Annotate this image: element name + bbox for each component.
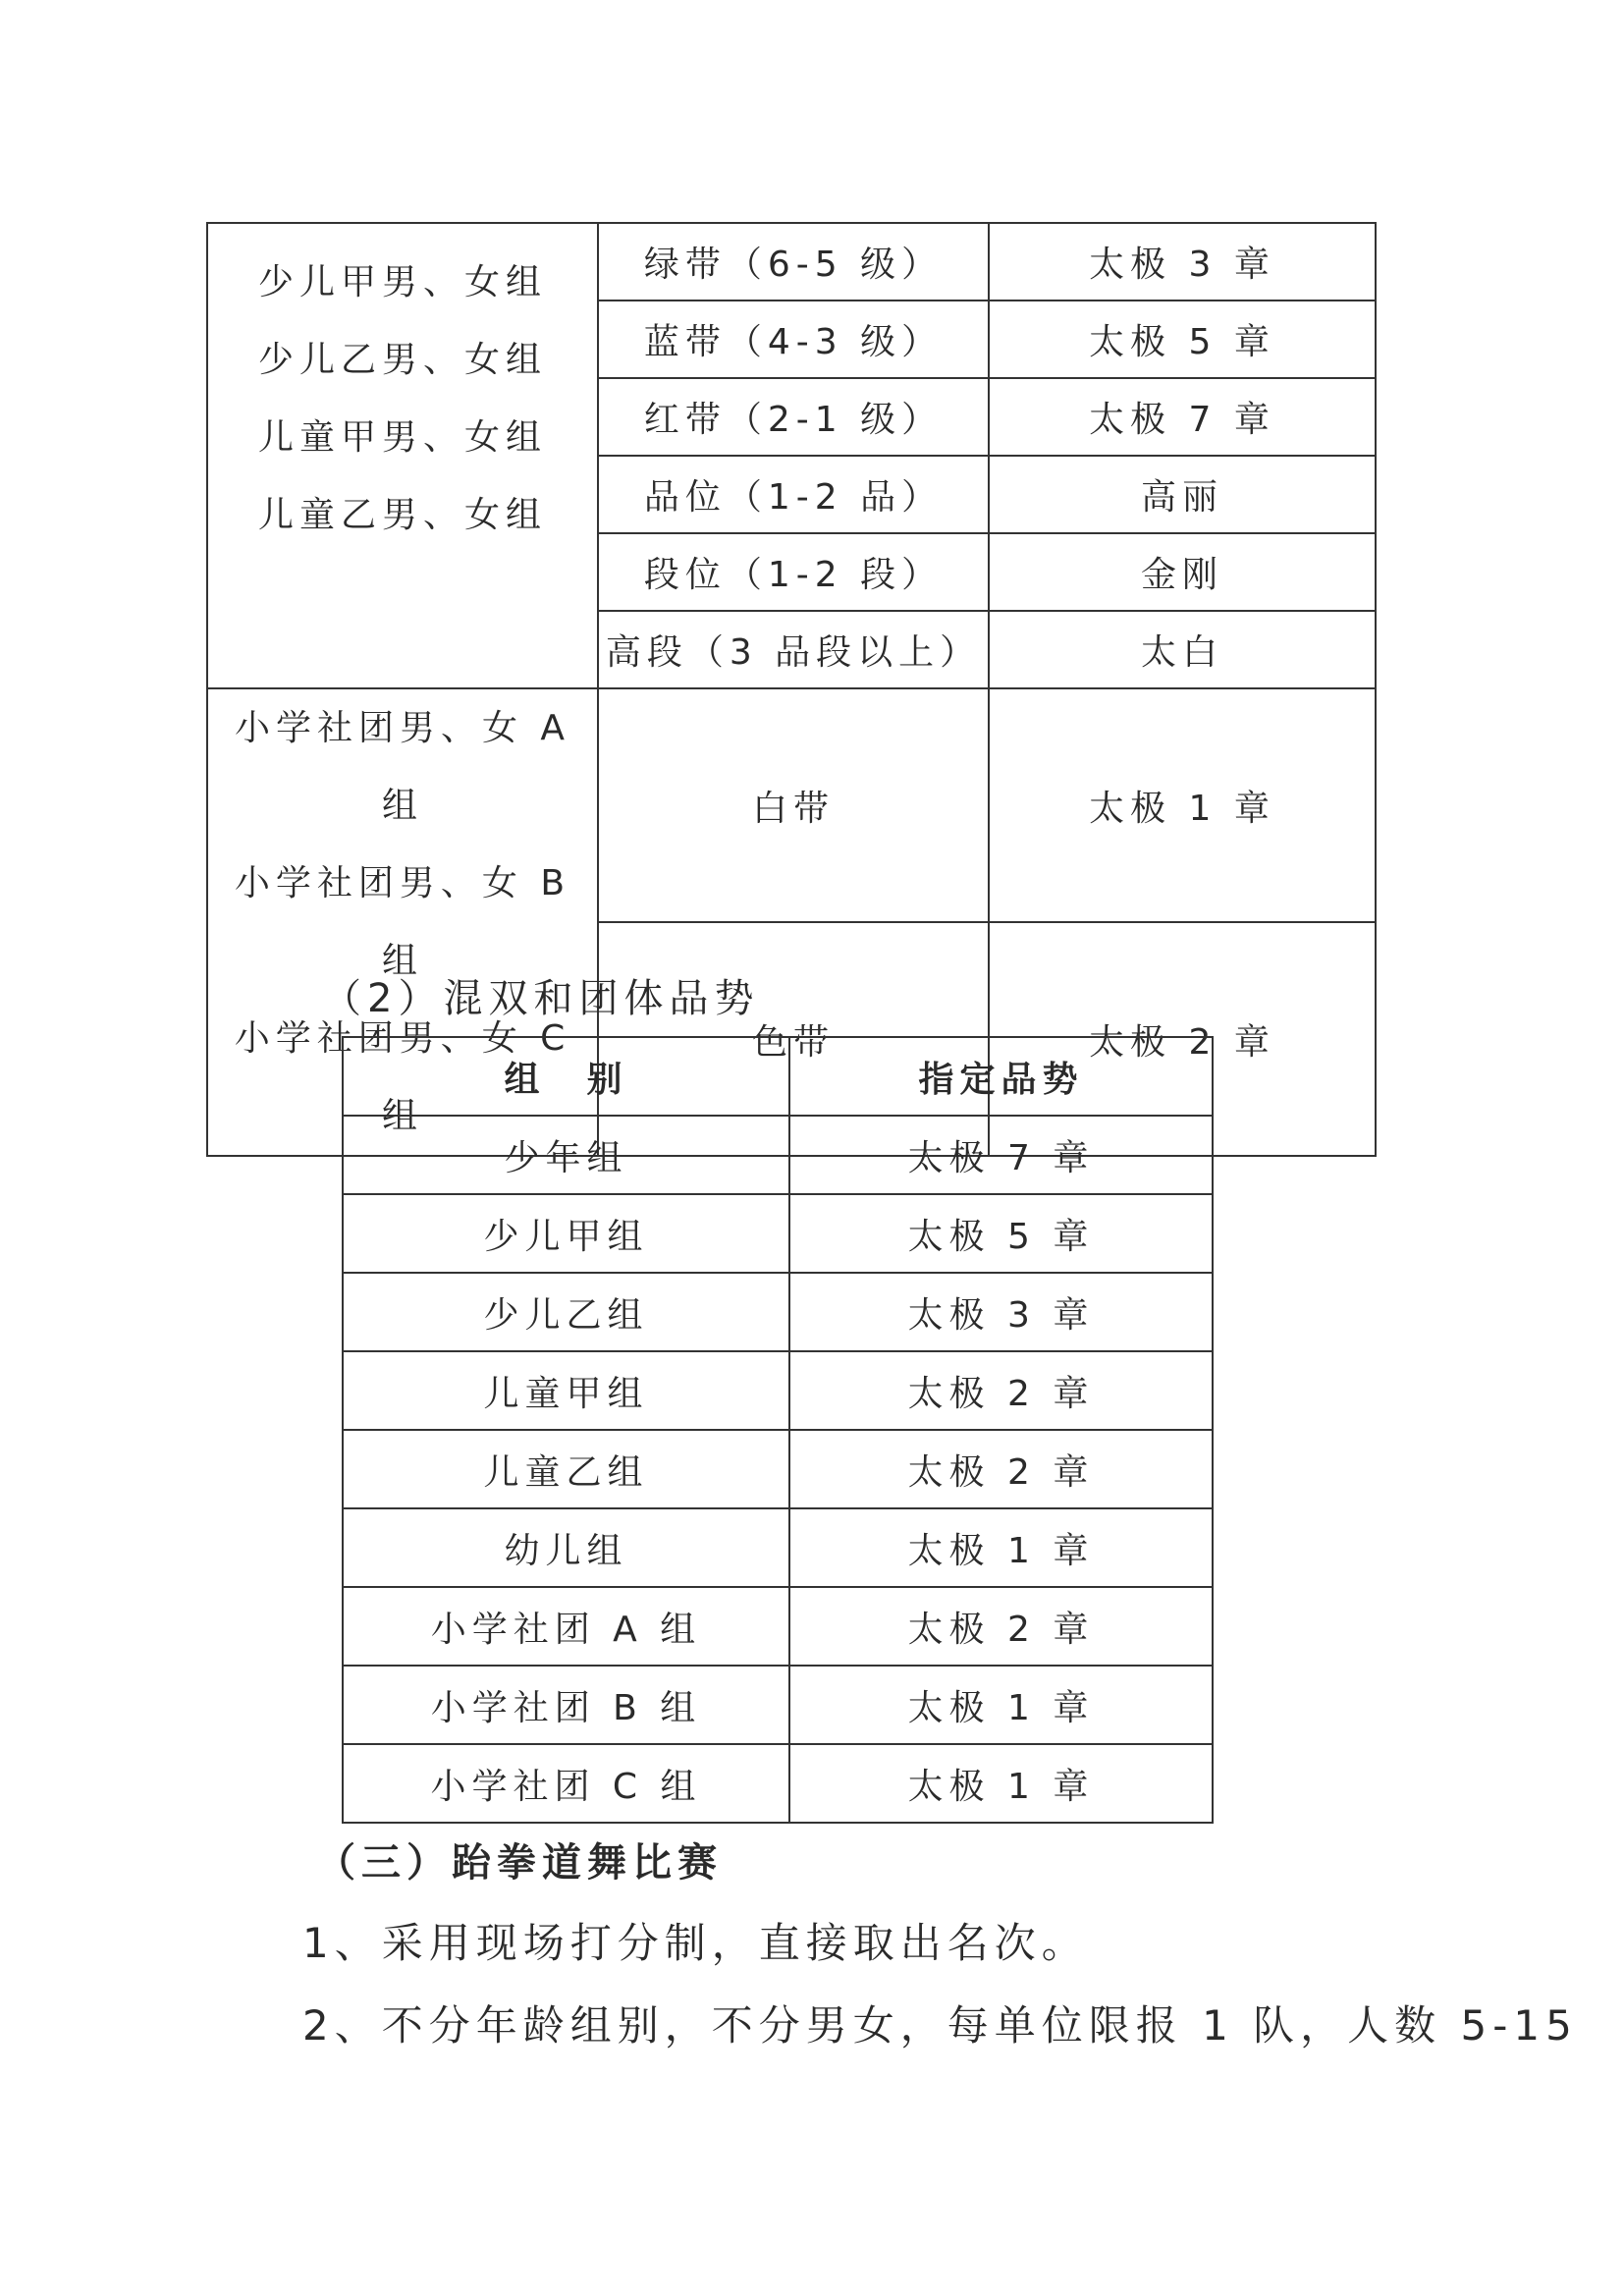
group-cell: 小学社团 B 组 [343, 1666, 789, 1744]
belt-level-cell: 品位（1-2 品） [598, 456, 989, 533]
section-heading: （三）跆拳道舞比赛 [316, 1840, 723, 1886]
belt-level-cell: 段位（1-2 段） [598, 533, 989, 611]
group-cell: 幼儿组 [343, 1508, 789, 1587]
form-cell: 太极 7 章 [989, 378, 1376, 456]
group-cell: 少儿乙组 [343, 1273, 789, 1351]
column-header-form: 指定品势 [789, 1037, 1213, 1116]
form-cell: 太极 5 章 [789, 1194, 1213, 1273]
form-cell: 太极 7 章 [789, 1116, 1213, 1194]
belt-level-cell: 绿带（6-5 级） [598, 223, 989, 301]
table-row [207, 223, 1376, 301]
form-cell: 太极 2 章 [789, 1430, 1213, 1508]
form-cell: 太极 5 章 [989, 301, 1376, 378]
group-label: 少儿甲男、女组 [257, 262, 547, 302]
group-label: 小学社团男、女 A 组 [234, 708, 571, 826]
group-label: 小学社团男、女 C 组 [234, 1018, 571, 1136]
form-cell: 高丽 [989, 456, 1376, 533]
table-row [343, 1666, 1213, 1744]
table-row [343, 1116, 1213, 1194]
table-row [343, 1194, 1213, 1273]
table-row [343, 1430, 1213, 1508]
group-cell: 少年组 [343, 1116, 789, 1194]
form-cell: 太极 3 章 [789, 1273, 1213, 1351]
table-row [207, 688, 1376, 922]
form-cell: 太极 2 章 [789, 1587, 1213, 1666]
column-header-group: 组 别 [343, 1037, 789, 1116]
form-cell: 太白 [989, 611, 1376, 688]
group-cell: 儿童乙组 [343, 1430, 789, 1508]
table-row [343, 1273, 1213, 1351]
group-label: 儿童甲男、女组 [257, 417, 547, 458]
group-cell: 小学社团 A 组 [343, 1587, 789, 1666]
group-cell: 少儿甲组 [343, 1194, 789, 1273]
group-label: 小学社团男、女 B 组 [234, 863, 571, 981]
form-cell: 太极 1 章 [789, 1508, 1213, 1587]
table-row [343, 1351, 1213, 1430]
table-row [343, 1587, 1213, 1666]
form-cell: 太极 2 章 [989, 922, 1376, 1156]
belt-level-cell: 高段（3 品段以上） [598, 611, 989, 688]
belt-level-cell: 色带 [598, 922, 989, 1156]
belt-level-cell: 白带 [598, 688, 989, 922]
belt-level-cell: 红带（2-1 级） [598, 378, 989, 456]
form-cell: 太极 1 章 [789, 1666, 1213, 1744]
team-forms-table [342, 1036, 1214, 1824]
belt-level-cell: 蓝带（4-3 级） [598, 301, 989, 378]
form-cell: 太极 1 章 [989, 688, 1376, 922]
section-caption: （2）混双和团体品势 [322, 976, 760, 1021]
group-label: 儿童乙男、女组 [257, 495, 547, 535]
group-cell: 小学社团 C 组 [343, 1744, 789, 1823]
form-cell: 太极 2 章 [789, 1351, 1213, 1430]
group-label: 少儿乙男、女组 [257, 340, 547, 380]
paragraph: 2、不分年龄组别，不分男女，每单位限报 1 队，人数 5-15 [302, 2001, 1578, 2050]
group-cell [207, 223, 598, 688]
form-cell: 金刚 [989, 533, 1376, 611]
group-cell: 儿童甲组 [343, 1351, 789, 1430]
table-header-row [343, 1037, 1213, 1116]
form-cell: 太极 3 章 [989, 223, 1376, 301]
table-row [343, 1508, 1213, 1587]
table-row [343, 1744, 1213, 1823]
form-cell: 太极 1 章 [789, 1744, 1213, 1823]
paragraph: 1、采用现场打分制，直接取出名次。 [302, 1919, 1089, 1967]
